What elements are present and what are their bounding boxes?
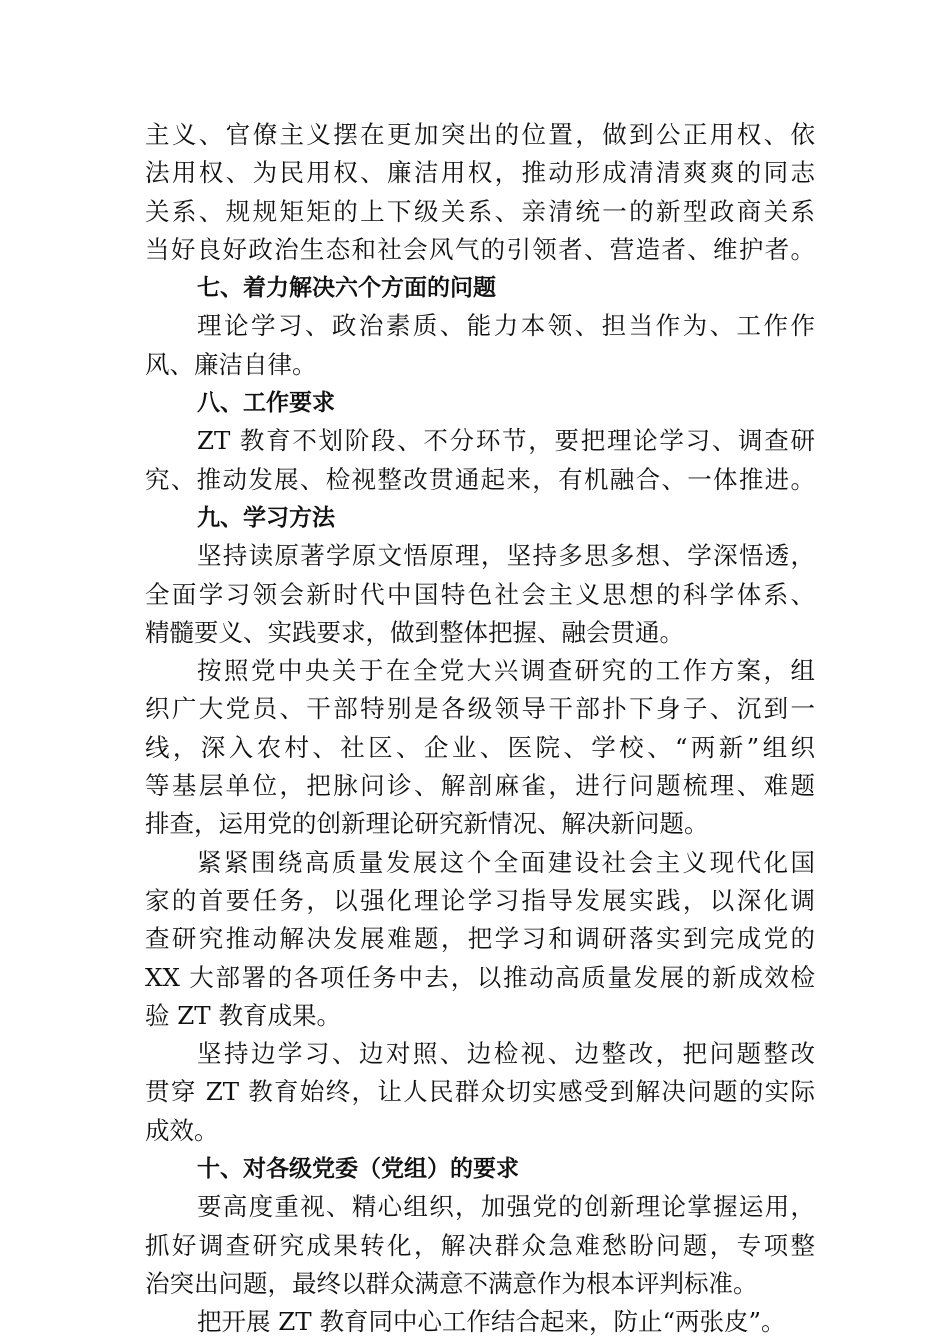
section-8-paragraph: [145, 422, 815, 499]
text-line: 治突出问题，最终以群众满意不满意作为根本评判标准。: [145, 1268, 758, 1298]
section-9-paragraph-4: [145, 1035, 815, 1150]
text-line: 精髓要义、实践要求，做到整体把握、融会贯通。: [145, 617, 684, 647]
intro-paragraph: [145, 116, 815, 269]
section-9-paragraph-2: [145, 652, 815, 843]
text-line: 织广大党员、干部特别是各级领导干部扑下身子、沉到一: [145, 694, 815, 724]
text-line: 风、廉洁自律。: [145, 349, 317, 379]
text-line: 验 ZT 教育成果。: [145, 1000, 341, 1030]
section-10-paragraph-2: [145, 1303, 815, 1341]
section-10-paragraph-1: [145, 1188, 815, 1303]
text-line: 要高度重视、精心组织，加强党的创新理论掌握运用，: [197, 1192, 815, 1222]
text-line: 全面学习领会新时代中国特色社会主义思想的科学体系、: [145, 579, 815, 609]
text-line: 关系、规规矩矩的上下级关系、亲清统一的新型政商关系: [145, 196, 815, 226]
section-heading-7: 七、着力解决六个方面的问题: [197, 275, 496, 302]
text-line: 究、推动发展、检视整改贯通起来，有机融合、一体推进。: [145, 464, 815, 494]
section-9-paragraph-3: [145, 844, 815, 1035]
section-heading-8: 八、工作要求: [197, 390, 335, 417]
text-line: 当好良好政治生态和社会风气的引领者、营造者、维护者。: [145, 234, 815, 264]
text-line: 理论学习、政治素质、能力本领、担当作为、工作作: [197, 311, 815, 341]
section-9-paragraph-1: [145, 537, 815, 652]
text-line: 等基层单位，把脉问诊、解剖麻雀，进行问题梳理、难题: [145, 771, 815, 801]
text-line: 坚持读原著学原文悟原理，坚持多思多想、学深悟透，: [197, 541, 815, 571]
text-line: 查研究推动解决发展难题，把学习和调研落实到完成党的: [145, 924, 815, 954]
document-body: [145, 116, 815, 1342]
text-line: 紧紧围绕高质量发展这个全面建设社会主义现代化国: [197, 847, 815, 877]
section-7-paragraph: [145, 307, 815, 384]
text-line: XX 大部署的各项任务中去，以推动高质量发展的新成效检: [145, 962, 815, 992]
text-line: 法用权、为民用权、廉洁用权，推动形成清清爽爽的同志: [145, 158, 815, 188]
text-line: 成效。: [145, 1115, 219, 1145]
text-line: 家的首要任务，以强化理论学习指导发展实践，以深化调: [145, 885, 815, 915]
text-line: 排查，运用党的创新理论研究新情况、解决新问题。: [145, 809, 709, 839]
section-heading-10: 十、对各级党委（党组）的要求: [197, 1156, 519, 1183]
text-line: 按照党中央关于在全党大兴调查研究的工作方案，组: [197, 656, 815, 686]
text-line: 线，深入农村、社区、企业、医院、学校、“两新”组织: [145, 732, 815, 762]
section-heading-9: 九、学习方法: [197, 504, 335, 531]
text-line: 主义、官僚主义摆在更加突出的位置，做到公正用权、依: [145, 120, 815, 149]
text-line: 抓好调查研究成果转化，解决群众急难愁盼问题，专项整: [145, 1230, 815, 1260]
text-line: 坚持边学习、边对照、边检视、边整改，把问题整改: [197, 1039, 815, 1069]
text-line: 把开展 ZT 教育同中心工作结合起来，防止“两张皮”。: [197, 1307, 786, 1337]
text-line: 贯穿 ZT 教育始终，让人民群众切实感受到解决问题的实际: [145, 1077, 815, 1107]
text-line: ZT 教育不划阶段、不分环节，要把理论学习、调查研: [197, 426, 815, 456]
